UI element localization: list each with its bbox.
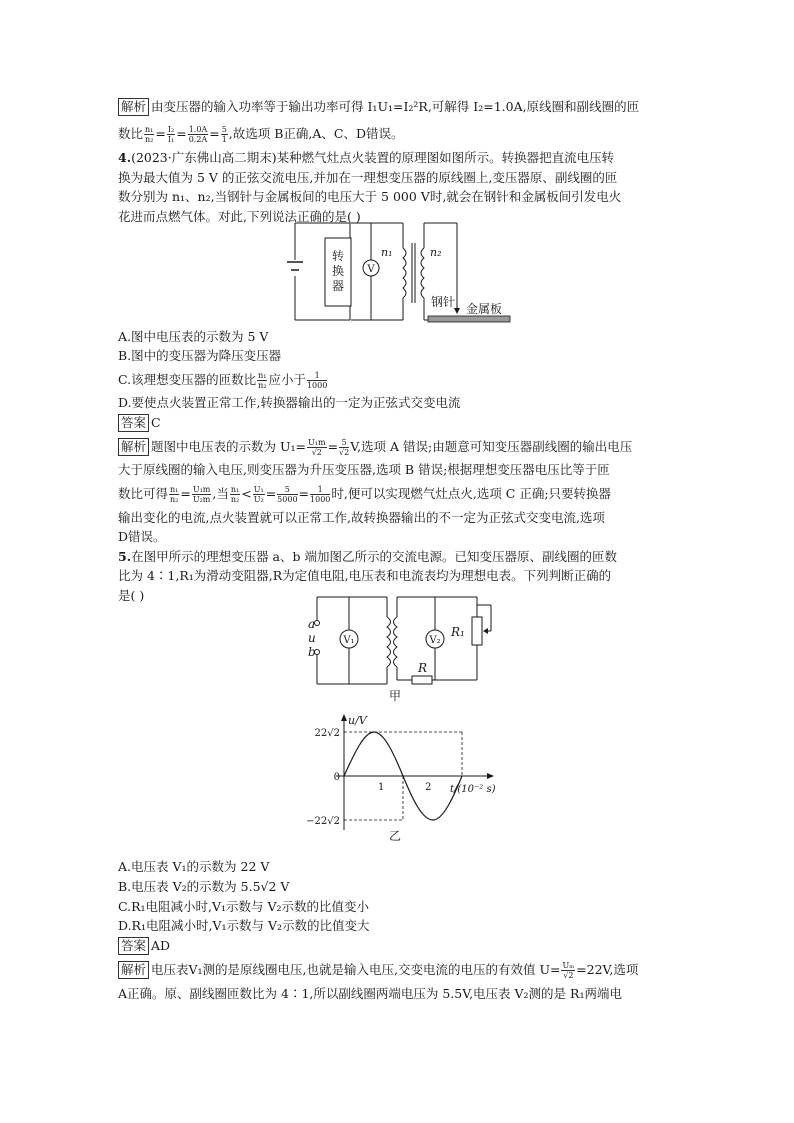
question-text: 是( ) xyxy=(118,588,145,603)
question-text: 换为最大值为 5 V 的正弦交流电压,并加在一理想变压器的原线圈上,变压器原、副线圈的匝 xyxy=(118,170,618,185)
fraction: $\frac{\text{U₁m}}{\text{U₂m}}$ xyxy=(192,485,211,504)
fraction: $\frac{\text{U₁}}{\text{U₂}}$ xyxy=(253,485,264,504)
option-c: C.R₁电阻减小时,V₁示数与 V₂示数的比值变小 xyxy=(118,899,370,914)
option-d: D.要使点火装置正常工作,转换器输出的一定为正弦式交变电流 xyxy=(118,395,461,410)
y-tick-zero: 0 xyxy=(333,772,340,783)
voltmeter-v1-label: V₁ xyxy=(343,635,355,646)
answer-value: C xyxy=(151,415,161,430)
solution-line: 数比 $\frac{\text{n₁}}{\text{n₂}}$ = $\frac{\text{I₂}}{\text{I₁}}$ = $\frac{1.0A}{0.2A}$ = $\frac{5}{1}$ ,故选项 B正确,A、C、D错误。 xyxy=(118,125,404,144)
option-c: C.该理想变压器的匝数比 $\frac{\text{n₁}}{\text{n₂}}$ 应小于 $\frac{1}{1000}$ xyxy=(118,371,328,390)
figure-caption-yi: 乙 xyxy=(388,829,402,843)
question-4-stem xyxy=(118,148,614,167)
x-tick-2: 2 xyxy=(425,782,432,793)
solution-line: 数比可得 $\frac{\text{n₁}}{\text{n₂}}$ = $\frac{\text{U₁m}}{\text{U₂m}}$ ,当 $\frac{\text{n₁}}{\text{n₂}}$ < $\frac{\text{U₁}}{\text{U₂}}$ = $\frac{5}{5000}$ = $\frac{1}{1000}$ 时,便可以实现燃气灶点火,选项 C 正确;只要转换器 xyxy=(118,485,612,504)
fraction: $\frac{1}{1000}$ xyxy=(306,371,328,390)
secondary-turns-label: n₂ xyxy=(430,246,442,259)
solution-line: 解析 题图中电压表的示数为 U₁= $\frac{\text{U₁m}}{√2}$ = $\frac{5}{√2}$ V,选项 A 错误;由题意可知变压器副线圈的输出电压 xyxy=(118,437,632,457)
needle-label: 钢针 xyxy=(431,295,456,309)
resistor-r1-label: R₁ xyxy=(451,625,465,639)
fraction: $\frac{\text{n₁}}{\text{n₂}}$ xyxy=(230,485,240,504)
option-a: A.图中电压表的示数为 5 V xyxy=(118,329,269,344)
answer-tag: 答案 xyxy=(118,414,149,432)
fraction: $\frac{\text{U₁m}}{√2}$ xyxy=(308,438,326,457)
sine-wave-figure xyxy=(300,712,510,844)
ignition-circuit-figure xyxy=(285,218,515,328)
fraction: $\frac{\text{n₁}}{\text{n₂}}$ xyxy=(258,371,267,390)
fraction: $\frac{\text{n₁}}{\text{n₂}}$ xyxy=(145,125,154,144)
y-tick-top: 22√2 xyxy=(314,728,340,739)
analysis-tag: 解析 xyxy=(118,438,149,456)
solution-text: D错误。 xyxy=(118,529,166,544)
question-number: 5. xyxy=(118,549,132,564)
option-b: B.电压表 V₂的示数为 5.5√2 V xyxy=(118,879,290,894)
fraction: $\frac{\text{I₂}}{\text{I₁}}$ xyxy=(167,125,175,144)
option-d: D.R₁电阻减小时,V₁示数与 V₂示数的比值变大 xyxy=(118,918,370,933)
terminal-a-label: a xyxy=(308,617,316,631)
solution-line: 解析 电压表V₁测的是原线圈电压,也就是输入电压,交变电流的电压的有效值 U= $\frac{\text{Uₘ}}{√2}$ =22V,选项 xyxy=(118,960,638,980)
solution-text: ,故选项 B正确,A、C、D错误。 xyxy=(228,126,404,141)
y-axis-label: u/V xyxy=(348,714,367,727)
fraction: $\frac{1}{1000}$ xyxy=(310,485,331,504)
source-u-label: u xyxy=(308,631,316,645)
answer-line xyxy=(118,936,170,955)
y-tick-bottom: −22√2 xyxy=(306,816,340,827)
figure-caption-jia: 甲 xyxy=(388,689,402,703)
fraction: $\frac{5}{√2}$ xyxy=(339,438,350,457)
question-number: 4. xyxy=(118,150,132,165)
analysis-tag: 解析 xyxy=(118,98,149,116)
x-tick-1: 1 xyxy=(378,782,385,793)
question-5-stem xyxy=(118,547,617,566)
fraction: $\frac{5}{1}$ xyxy=(221,125,227,144)
converter-label: 换 xyxy=(331,264,345,278)
solution-text: 由变压器的输入功率等于输出功率可得 I₁U₁=I₂²R,可解得 I₂=1.0A,原线圈和副线圈的匝 xyxy=(151,99,640,114)
analysis-tag: 解析 xyxy=(118,961,149,979)
answer-value: AD xyxy=(151,938,171,953)
question-text: 比为 4∶1,R₁为滑动变阻器,R为定值电阻,电压表和电流表均为理想电表。下列判断正确的 xyxy=(118,568,612,583)
question-text: 在图甲所示的理想变压器 a、b 端加图乙所示的交流电源。已知变压器原、副线圈的匝数 xyxy=(131,549,617,564)
plate-label: 金属板 xyxy=(466,302,503,316)
terminal-b-label: b xyxy=(308,645,316,659)
primary-turns-label: n₁ xyxy=(381,246,393,259)
fraction: $\frac{\text{n₁}}{\text{n₂}}$ xyxy=(170,485,179,504)
option-a: A.电压表 V₁的示数为 22 V xyxy=(118,859,270,874)
option-b: B.图中的变压器为降压变压器 xyxy=(118,348,282,363)
question-text: (2023·广东佛山高二期末)某种燃气灶点火装置的原理图如图所示。转换器把直流电压转 xyxy=(131,150,615,165)
resistor-r-label: R xyxy=(418,661,428,675)
solution-text: A正确。原、副线圈匝数比为 4∶1,所以副线圈两端电压为 5.5V,电压表 V₂测的是 R₁两端电 xyxy=(118,986,622,1001)
transformer-circuit-figure xyxy=(305,592,505,704)
x-axis-label: t/(10⁻² s) xyxy=(450,784,496,795)
converter-label: 转 xyxy=(331,249,345,263)
fraction: $\frac{\text{Uₘ}}{√2}$ xyxy=(562,961,575,980)
solution-line xyxy=(118,97,639,116)
voltmeter-v2-label: V₂ xyxy=(429,635,441,646)
voltmeter-label: V xyxy=(367,264,375,275)
solution-text: 输出变化的电流,点火装置就可以正常工作,故转换器输出的不一定为正弦式交变电流,选项 xyxy=(118,510,605,525)
solution-text: 数比 xyxy=(118,126,144,141)
answer-line xyxy=(118,413,161,432)
fraction: $\frac{5}{5000}$ xyxy=(277,485,298,504)
converter-label: 器 xyxy=(331,279,345,293)
question-text: 数分别为 n₁、n₂,当钢针与金属板间的电压大于 5 000 V时,就会在钢针和金属板间引发电火 xyxy=(118,189,622,204)
solution-text: 大于原线圈的输入电压,则变压器为升压变压器,选项 B 错误;根据理想变压器电压比等于匝 xyxy=(118,462,610,477)
answer-tag: 答案 xyxy=(118,937,149,955)
question-text: 花进而点燃气体。对此,下列说法正确的是( ) xyxy=(118,209,361,224)
fraction: $\frac{1.0A}{0.2A}$ xyxy=(188,125,208,144)
